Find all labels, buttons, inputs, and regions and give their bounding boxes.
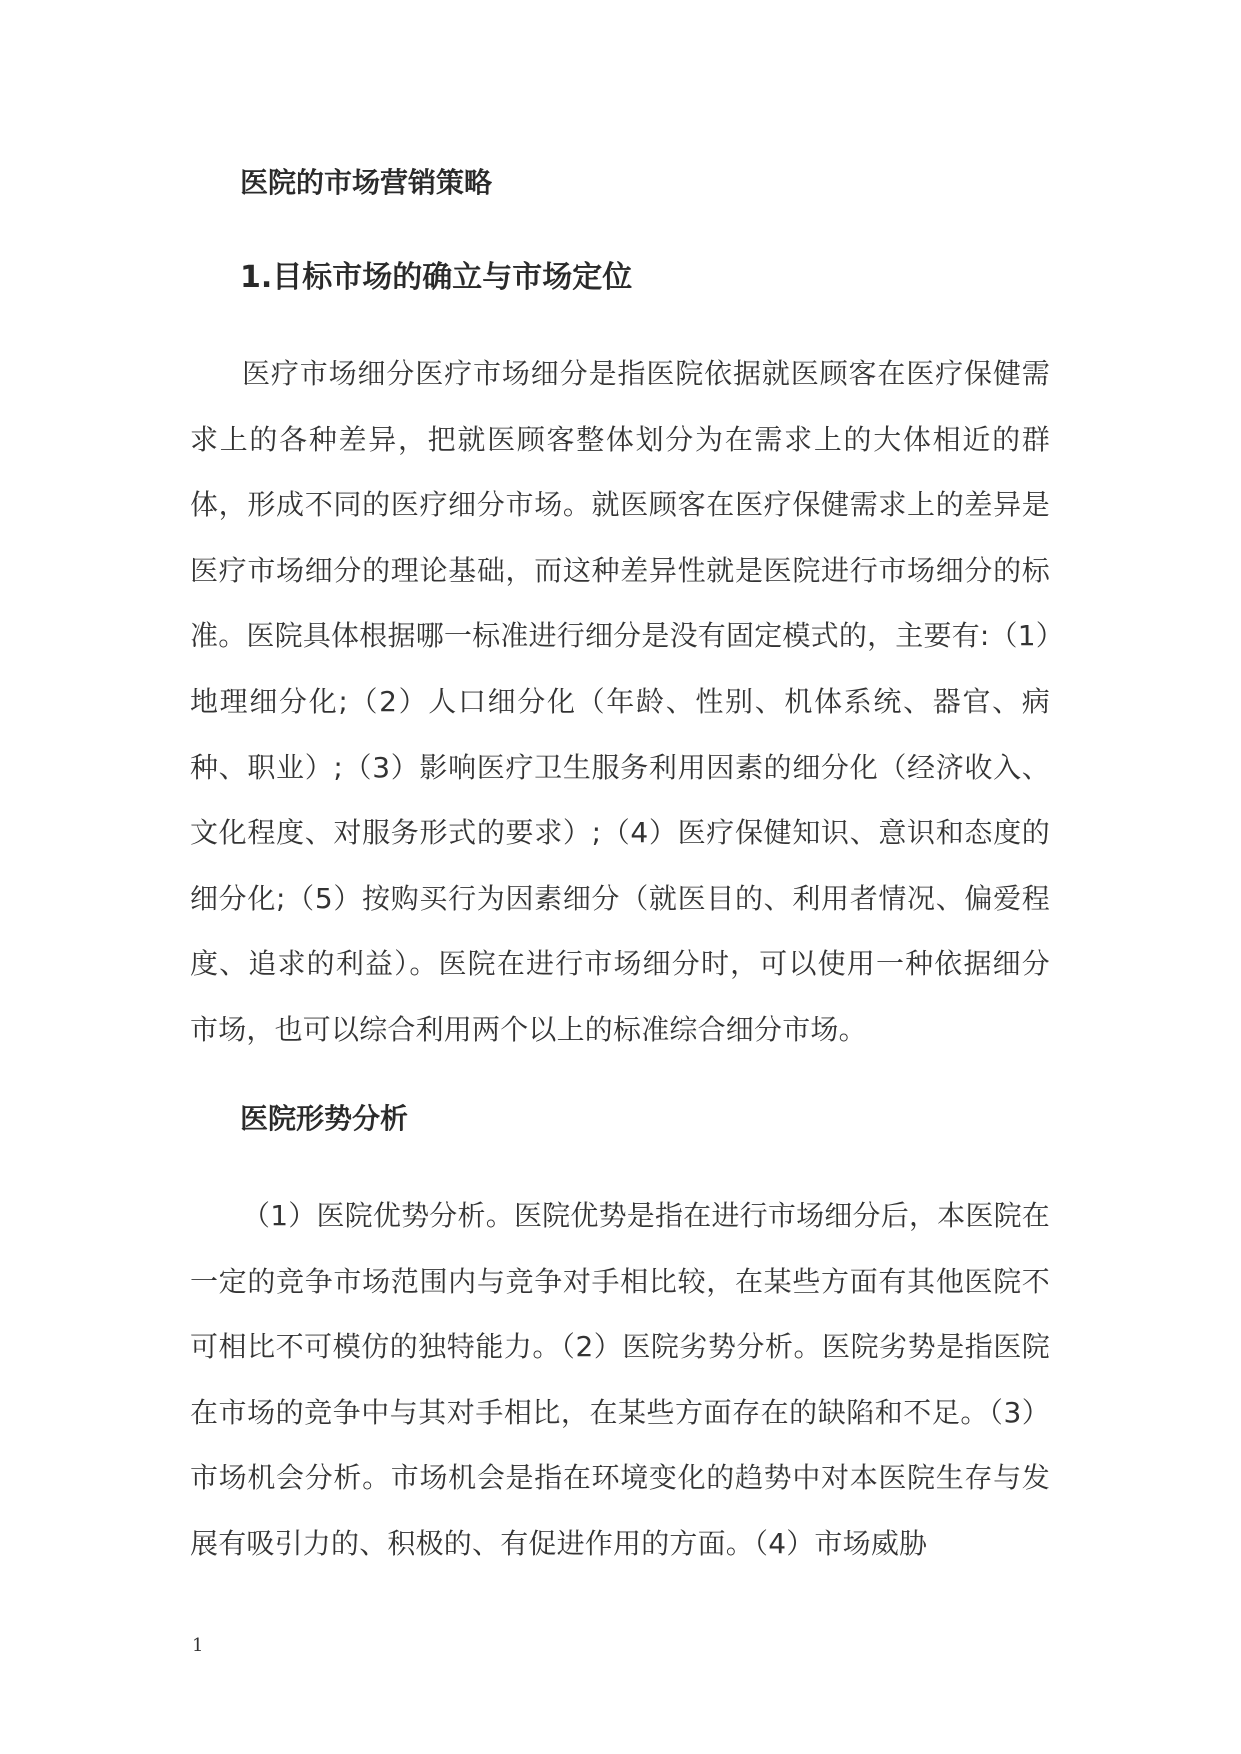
section-heading-target-market: 1.目标市场的确立与市场定位 <box>240 260 633 295</box>
section-heading-situation-analysis: 医院形势分析 <box>240 1102 409 1135</box>
document-title: 医院的市场营销策略 <box>240 166 493 199</box>
page-number: 1 <box>192 1635 204 1656</box>
situation-analysis-paragraph: （1）医院优势分析。医院优势是指在进行市场细分后，本医院在一定的竞争市场范围内与竞争对手相比较，在某些方面有其他医院不可相比不可模仿的独特能力。（2）医院劣势分析。医院劣势是指医院在市场的竞争中与其对手相比，在某些方面存在的缺陷和不足。（3）市场机会分析。市场机会是指在环境变化的趋势中对本医院生存与发展有吸引力的、积极的、有促进作用的方面。（4）市场威胁 <box>190 1199 1050 1560</box>
market-segmentation-paragraph: 医疗市场细分医疗市场细分是指医院依据就医顾客在医疗保健需求上的各种差异，把就医顾客整体划分为在需求上的大体相近的群体，形成不同的医疗细分市场。就医顾客在医疗保健需求上的差异是医疗市场细分的理论基础，而这种差异性就是医院进行市场细分的标准。医院具体根据哪一标准进行细分是没有固定模式的，主要有:（1）地理细分化;（2）人口细分化（年龄、性别、机体系统、器官、病种、职业）;（3）影响医疗卫生服务利用因素的细分化（经济收入、文化程度、对服务形式的要求）;（4）医疗保健知识、意识和态度的细分化;（5）按购买行为因素细分（就医目的、利用者情况、偏爱程度、追求的利益）。医院在进行市场细分时，可以使用一种依据细分市场，也可以综合利用两个以上的标准综合细分市场。 <box>190 357 1050 1046</box>
